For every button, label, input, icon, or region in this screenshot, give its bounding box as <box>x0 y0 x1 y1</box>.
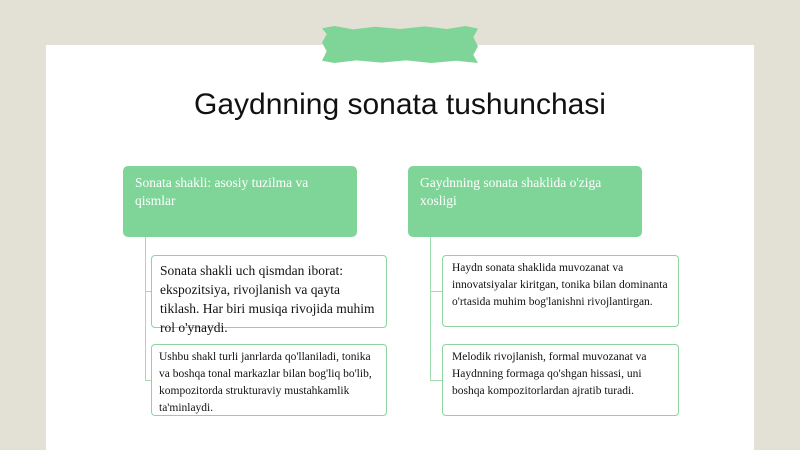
right-column-header: Gaydnning sonata shaklida o'ziga xosligi <box>408 166 642 237</box>
right-connector-vertical <box>430 237 431 380</box>
right-card-innovation: Haydn sonata shaklida muvozanat va innovatsiyalar kiritgan, tonika bilan dominanta o'rtasida muhim bog'lanishni rivojlantirgan. <box>442 255 679 327</box>
right-connector-branch-1 <box>430 291 442 292</box>
right-card-contribution: Melodik rivojlanish, formal muvozanat va Haydnning formaga qo'shgan hissasi, uni boshqa kompozitorlardan ajratib turadi. <box>442 344 679 416</box>
left-card-usage: Ushbu shakl turli janrlarda qo'llaniladi, tonika va boshqa tonal markazlar bilan bog'liq bo'lib, kompozitorda strukturaviy mustahkamlik ta'minlaydi. <box>151 344 387 416</box>
left-card-structure: Sonata shakli uch qismdan iborat: ekspozitsiya, rivojlanish va qayta tiklash. Har biri musiqa rivojida muhim rol o'ynaydi. <box>151 255 387 328</box>
right-connector-branch-2 <box>430 380 442 381</box>
slide-title: Gaydnning sonata tushunchasi <box>194 88 606 121</box>
left-connector-vertical <box>145 237 146 380</box>
decorative-tape <box>322 26 478 63</box>
left-column-header: Sonata shakli: asosiy tuzilma va qismlar <box>123 166 357 237</box>
